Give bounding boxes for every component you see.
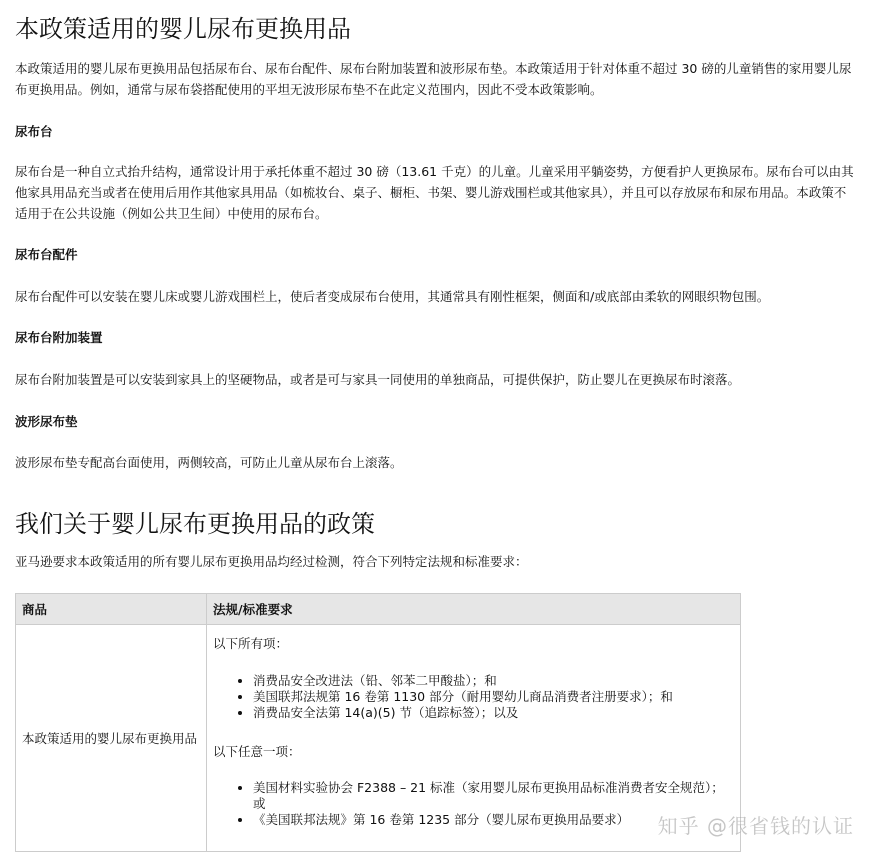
any-items-label: 以下任意一项： (213, 744, 301, 759)
section-heading-add-on: 尿布台附加装置 (15, 330, 103, 345)
all-items-label: 以下所有项： (213, 636, 289, 651)
paragraph-contoured-pad: 波形尿布垫专配高台面使用，两侧较高，可防止儿童从尿布台上滚落。 (15, 455, 403, 470)
table-header-row (16, 594, 741, 625)
section-heading-changing-table: 尿布台 (15, 124, 53, 139)
requirements-table (15, 593, 741, 852)
paragraph-add-on: 尿布台附加装置是可以安装到家具上的坚硬物品，或者是可与家具一同使用的单独商品，可提供保护，防止婴儿在更换尿布时滚落。 (15, 372, 741, 387)
table-row (16, 625, 741, 852)
section-heading-accessory: 尿布台配件 (15, 247, 78, 262)
paragraph-changing-table: 尿布台是一种自立式抬升结构，通常设计用于承托体重不超过 30 磅（13.61 千克）的儿童。儿童采用平躺姿势，方便看护人更换尿布。尿布台可以由其他家具用品充当或者在使用后用作其他家具用品（如梳妆台、桌子、橱柜、书架、婴儿游戏围栏或其他家具），并且可以存放尿布和尿布用品。本政策不适用于在公共设施（例如公共卫生间）中使用的尿布台。 (15, 164, 854, 221)
all-items-list (213, 673, 734, 721)
list-item: • 《美国联邦法规》第 16 卷第 1235 部分（婴儿尿布更换用品要求） (253, 812, 734, 828)
intro-paragraph: 本政策适用的婴儿尿布更换用品包括尿布台、尿布台配件、尿布台附加装置和波形尿布垫。本政策适用于针对体重不超过 30 磅的儿童销售的家用婴儿尿布更换用品。例如，通常与尿布袋搭配使用的平坦无波形尿布垫不在此定义范围内，因此不受本政策影响。 (15, 61, 852, 97)
page-title: 本政策适用的婴儿尿布更换用品 (15, 15, 351, 43)
section-heading-contoured-pad: 波形尿布垫 (15, 414, 78, 429)
column-header-requirements: 法规/标准要求 (207, 594, 741, 625)
list-item: • 消费品安全法第 14(a)(5) 节（追踪标签）；以及 (253, 705, 734, 721)
column-header-product: 商品 (16, 594, 207, 625)
policy-title: 我们关于婴儿尿布更换用品的政策 (15, 510, 375, 538)
list-item: • 美国联邦法规第 16 卷第 1130 部分（耐用婴幼儿商品消费者注册要求）；和 (253, 689, 734, 705)
list-item: • 美国材料实验协会 F2388 – 21 标准（家用婴儿尿布更换用品标准消费者安全规范）；或 (253, 780, 734, 812)
watermark: 知乎 @很省钱的认证 (657, 814, 854, 838)
list-item: • 消费品安全改进法（铅、邻苯二甲酸盐）；和 (253, 673, 734, 689)
paragraph-accessory: 尿布台配件可以安装在婴儿床或婴儿游戏围栏上，使后者变成尿布台使用，其通常具有刚性框架，侧面和/或底部由柔软的网眼织物包围。 (15, 289, 770, 304)
policy-intro: 亚马逊要求本政策适用的所有婴儿尿布更换用品均经过检测，符合下列特定法规和标准要求： (15, 554, 528, 569)
any-items-list (213, 780, 734, 828)
product-cell: 本政策适用的婴儿尿布更换用品 (16, 625, 207, 852)
